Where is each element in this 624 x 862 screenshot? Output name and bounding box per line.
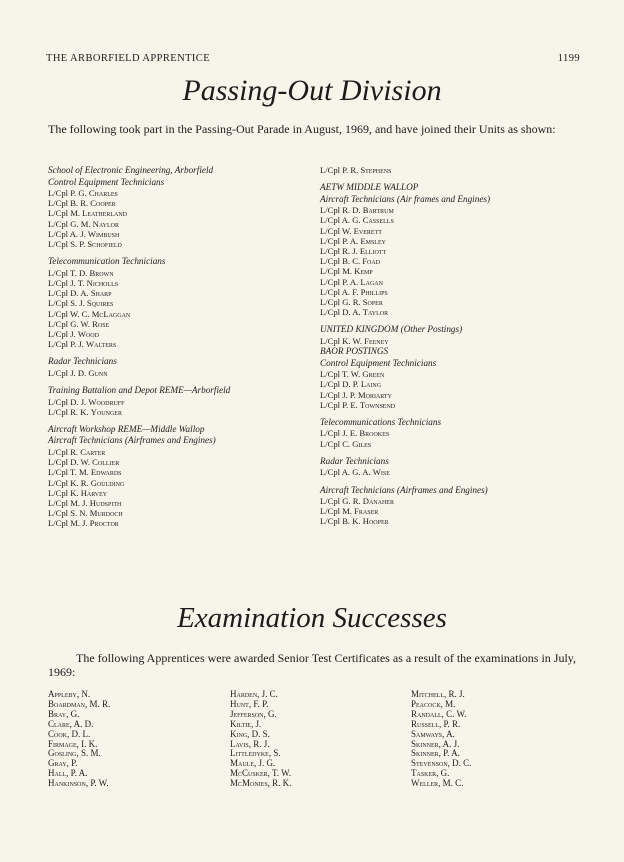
passing-out-title: Passing-Out Division [182, 74, 442, 107]
posting-name: L/Cpl T. M. Edwards [48, 467, 122, 478]
posting-name: L/Cpl S. P. Schofield [48, 239, 122, 250]
posting-group [320, 165, 595, 175]
exam-name: Littledyke, S. [230, 748, 281, 759]
exam-name: Cook, D. L. [48, 728, 91, 739]
posting-name: L/Cpl D. P. Laing [320, 379, 382, 390]
posting-name: L/Cpl W. C. McLaggan [48, 308, 131, 319]
exam-name: King, D. S. [230, 728, 270, 739]
posting-heading: Training Battalion and Depot REME—Arborfield [48, 385, 231, 396]
posting-group [48, 385, 310, 417]
posting-name: L/Cpl J. T. Nicholls [48, 277, 119, 288]
page-number: 1199 [557, 53, 580, 64]
posting-name: L/Cpl J. E. Brookes [320, 428, 390, 439]
posting-name: L/Cpl M. Kemp [320, 266, 373, 277]
posting-heading: School of Electronic Engineering, Arborfield [48, 165, 214, 175]
posting-name: L/Cpl R. D. Bartrum [320, 205, 394, 216]
posting-name: L/Cpl M. Leatherland [48, 208, 128, 219]
posting-heading: Telecommunication Technicians [48, 256, 166, 267]
exam-name: Jefferson, G. [230, 708, 277, 719]
posting-name: L/Cpl G. W. Rose [48, 318, 110, 329]
posting-heading: Telecommunications Technicians [320, 416, 442, 427]
posting-name: L/Cpl A. J. Wimbush [48, 228, 120, 239]
exam-name: Samways, A. [411, 728, 455, 739]
posting-name: L/Cpl A. G. A. Wise [320, 467, 390, 478]
posting-heading: BAOR POSTINGS [320, 346, 389, 357]
exam-name: Harden, J. C. [230, 689, 278, 699]
postings-left-column [48, 165, 310, 536]
posting-group [320, 456, 595, 478]
exam-name: Gosling, S. M. [48, 748, 101, 759]
posting-name: L/Cpl S. J. Squires [48, 298, 114, 309]
exam-column-2 [230, 690, 400, 789]
exam-name: Peacock, M. [411, 698, 456, 709]
posting-heading: UNITED KINGDOM (Other Postings) [320, 324, 463, 335]
posting-name: L/Cpl M. J. Proctor [48, 518, 119, 529]
posting-group [320, 485, 595, 527]
posting-heading: Radar Technicians [320, 455, 389, 466]
posting-name: L/Cpl S. N. Murdoch [48, 508, 123, 519]
posting-group [320, 182, 595, 317]
posting-heading: AETW MIDDLE WALLOP [320, 182, 419, 193]
posting-name: L/Cpl M. Fraser [320, 506, 379, 517]
exam-title: Examination Successes [177, 602, 447, 634]
exam-name: Hall, P. A. [48, 768, 88, 779]
posting-name: L/Cpl D. A. Taylor [320, 307, 389, 318]
posting-name: L/Cpl B. R. Cooper [48, 198, 116, 209]
posting-name: L/Cpl K. Harvey [48, 487, 108, 498]
posting-group [48, 356, 310, 378]
posting-name: L/Cpl T. D. Brown [48, 267, 114, 278]
posting-name: L/Cpl P. J. Walters [48, 339, 117, 350]
posting-name: L/Cpl K. R. Goulding [48, 477, 125, 488]
posting-name: L/Cpl K. W. Feeney [320, 335, 389, 346]
posting-name: L/Cpl T. W. Green [320, 369, 385, 380]
posting-name: L/Cpl M. J. Hudspith [48, 497, 122, 508]
posting-group [320, 324, 595, 346]
exam-name: Weller, M. C. [411, 778, 464, 789]
exam-name: Hunt, F. P. [230, 698, 269, 709]
exam-name: Maule, J. G. [230, 758, 276, 769]
posting-name: L/Cpl C. Giles [320, 438, 372, 449]
posting-name: L/Cpl J. Wood [48, 328, 99, 339]
posting-name: L/Cpl P. A. Emsley [320, 235, 386, 246]
exam-name: Randall, C. W. [411, 708, 467, 719]
posting-heading: Aircraft Technicians (Air frames and Engines) [320, 193, 491, 204]
posting-name: L/Cpl G. M. Naylor [48, 218, 119, 229]
posting-name: L/Cpl W. Everett [320, 225, 382, 236]
exam-name: Firmage, I. K. [48, 738, 98, 749]
posting-name: L/Cpl A. F. Phillips [320, 286, 388, 297]
posting-name: L/Cpl D. W. Collier [48, 457, 120, 468]
posting-group [320, 417, 595, 449]
posting-heading: Radar Technicians [48, 356, 117, 367]
posting-name: L/Cpl R. Carter [48, 446, 106, 457]
posting-name: L/Cpl G. R. Soper [320, 297, 383, 308]
posting-group [48, 256, 310, 349]
exam-column-1 [48, 690, 218, 789]
exam-name: Clare, A. D. [48, 718, 94, 729]
posting-name: L/Cpl P. A. Lagan [320, 276, 383, 287]
exam-name: Gray, P. [48, 758, 78, 769]
running-title: THE ARBORFIELD APPRENTICE [46, 53, 211, 64]
posting-name: L/Cpl B. K. Hooper [320, 516, 389, 527]
posting-name: L/Cpl B. C. Foad [320, 256, 381, 267]
posting-name: L/Cpl A. G. Cassells [320, 215, 394, 226]
posting-heading: Aircraft Technicians (Airframes and Engines) [320, 484, 488, 495]
exam-name: Kiltie, J. [230, 718, 262, 729]
posting-name: L/Cpl R. K. Younger [48, 406, 122, 417]
posting-name: L/Cpl P. R. Stephens [320, 165, 392, 175]
posting-heading: Aircraft Technicians (Airframes and Engines) [48, 435, 216, 446]
exam-name: Mitchell, R. J. [411, 689, 465, 699]
posting-heading: Aircraft Workshop REME—Middle Wallop [48, 423, 205, 434]
exam-name: McCusker, T. W. [230, 768, 292, 779]
posting-name: L/Cpl J. D. Gunn [48, 367, 108, 378]
exam-name: Stevenson, D. C. [411, 758, 472, 769]
posting-group [48, 165, 310, 249]
posting-name: L/Cpl J. P. Moriarty [320, 389, 392, 400]
passing-out-intro: The following took part in the Passing-Out Parade in August, 1969, and have joined their Units as shown: [48, 122, 556, 136]
exam-column-3 [411, 690, 581, 789]
posting-name: L/Cpl P. E. Townsend [320, 399, 396, 410]
posting-name: L/Cpl G. R. Danaher [320, 496, 394, 507]
posting-heading: Control Equipment Technicians [48, 176, 165, 187]
posting-name: L/Cpl R. J. Elliott [320, 246, 387, 257]
postings-right-column [320, 165, 595, 534]
exam-intro: The following Apprentices were awarded Senior Test Certificates as a result of the examinations in July, 1969: [48, 651, 577, 679]
exam-name: Appleby, N. [48, 689, 91, 699]
exam-name: Russell, P. R. [411, 718, 461, 729]
posting-name: L/Cpl D. A. Sharp [48, 288, 112, 299]
posting-name: L/Cpl P. G. Charles [48, 188, 118, 198]
exam-name: McMonies, R. K. [230, 778, 292, 789]
posting-group [320, 346, 595, 410]
running-header [46, 53, 580, 67]
exam-name: Bray, G. [48, 708, 80, 719]
exam-name: Tasker, G. [411, 768, 450, 779]
posting-group [48, 424, 310, 529]
exam-name: Hankinson, P. W. [48, 778, 109, 789]
posting-name: L/Cpl D. J. Woodruff [48, 396, 125, 407]
exam-name: Skinner, A. J. [411, 738, 460, 749]
exam-name: Boardman, M. R. [48, 698, 111, 709]
exam-name: Skinner, P. A. [411, 748, 460, 759]
exam-name: Lavis, R. J. [230, 738, 270, 749]
posting-heading: Control Equipment Technicians [320, 357, 437, 368]
